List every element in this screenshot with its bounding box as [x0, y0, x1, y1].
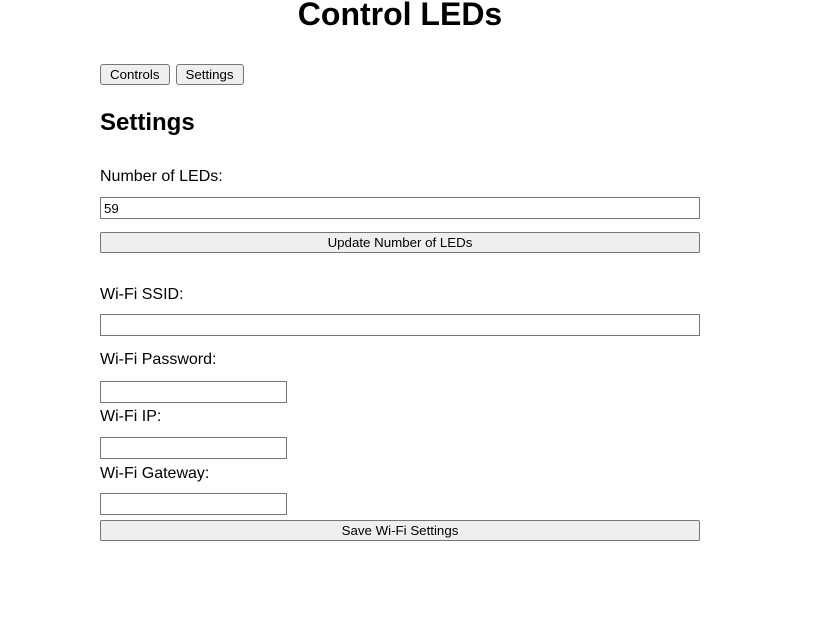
wifi-ssid-label: Wi-Fi SSID:: [100, 286, 184, 303]
update-num-leds-button[interactable]: Update Number of LEDs: [100, 232, 700, 253]
wifi-gateway-label: Wi-Fi Gateway:: [100, 465, 210, 482]
settings-heading: Settings: [100, 109, 195, 136]
tab-bar: [100, 64, 700, 85]
tab-settings-button[interactable]: Settings: [176, 64, 244, 85]
wifi-ssid-input[interactable]: [100, 314, 700, 336]
wifi-password-input[interactable]: [100, 381, 287, 403]
save-wifi-settings-button[interactable]: Save Wi-Fi Settings: [100, 520, 700, 541]
content-column: [100, 64, 700, 541]
num-leds-input[interactable]: [100, 197, 700, 219]
num-leds-label: Number of LEDs:: [100, 168, 223, 185]
tab-controls-button[interactable]: Controls: [100, 64, 170, 85]
page-title: Control LEDs: [297, 0, 503, 32]
wifi-ip-label: Wi-Fi IP:: [100, 408, 162, 425]
wifi-password-label: Wi-Fi Password:: [100, 351, 217, 368]
wifi-gateway-input[interactable]: [100, 493, 287, 515]
wifi-ip-input[interactable]: [100, 437, 287, 459]
